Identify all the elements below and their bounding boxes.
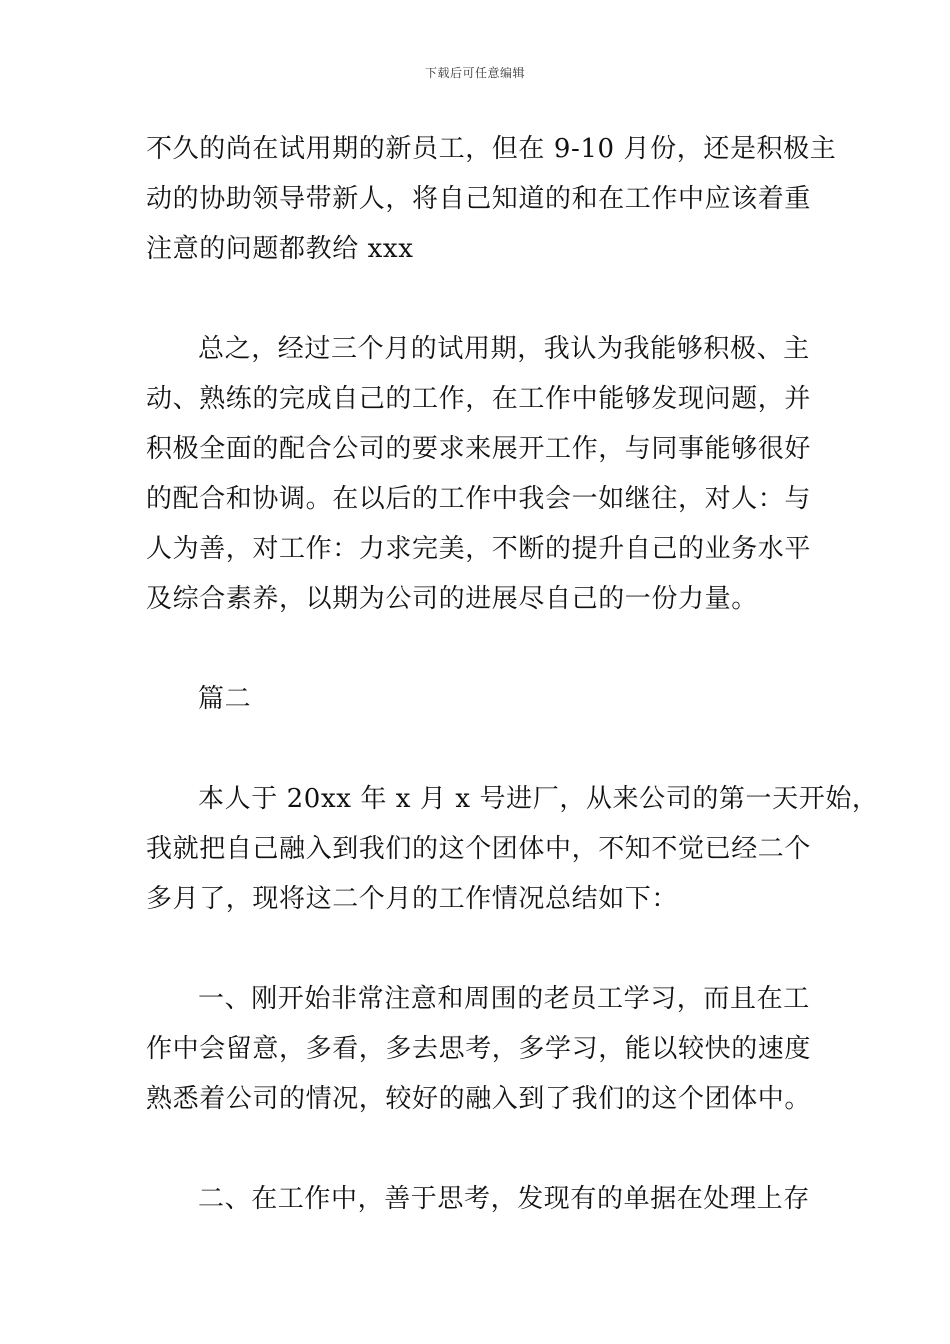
paragraph-2-line-1: 总之，经过三个月的试用期，我认为我能够积极、主 bbox=[198, 334, 810, 364]
paragraph-1-line-3: 注意的问题都教给 xxx bbox=[146, 234, 414, 264]
paragraph-5-line-3: 熟悉着公司的情况，较好的融入到了我们的这个团体中。 bbox=[146, 1084, 812, 1114]
page-header: 下载后可任意编辑 bbox=[424, 66, 525, 80]
paragraph-2-line-6: 及综合素养，以期为公司的进展尽自己的一份力量。 bbox=[146, 584, 758, 614]
paragraph-1-line-1: 不久的尚在试用期的新员工，但在 9-10 月份，还是积极主 bbox=[146, 134, 837, 164]
paragraph-4-line-3: 多月了，现将这二个月的工作情况总结如下： bbox=[146, 884, 679, 914]
paragraph-6-line-1: 二、在工作中，善于思考，发现有的单据在处理上存 bbox=[198, 1184, 810, 1214]
paragraph-2-line-5: 人为善，对工作：力求完美，不断的提升自己的业务水平 bbox=[146, 534, 812, 564]
paragraph-4-line-2: 我就把自己融入到我们的这个团体中，不知不觉已经二个 bbox=[146, 834, 812, 864]
paragraph-5-line-2: 作中会留意，多看，多去思考，多学习，能以较快的速度 bbox=[146, 1034, 812, 1064]
paragraph-1-line-2: 动的协助领导带新人，将自己知道的和在工作中应该着重 bbox=[146, 184, 812, 214]
paragraph-5-line-1: 一、刚开始非常注意和周围的老员工学习，而且在工 bbox=[198, 984, 810, 1014]
paragraph-2-line-2: 动、熟练的完成自己的工作，在工作中能够发现问题，并 bbox=[146, 384, 812, 414]
paragraph-4-line-1: 本人于 20xx 年 x 月 x 号进厂，从来公司的第一天开始， bbox=[198, 784, 879, 814]
paragraph-2-line-3: 积极全面的配合公司的要求来展开工作，与同事能够很好 bbox=[146, 434, 812, 464]
section-heading: 篇二 bbox=[198, 684, 252, 714]
paragraph-2-line-4: 的配合和协调。在以后的工作中我会一如继往，对人：与 bbox=[146, 484, 812, 514]
